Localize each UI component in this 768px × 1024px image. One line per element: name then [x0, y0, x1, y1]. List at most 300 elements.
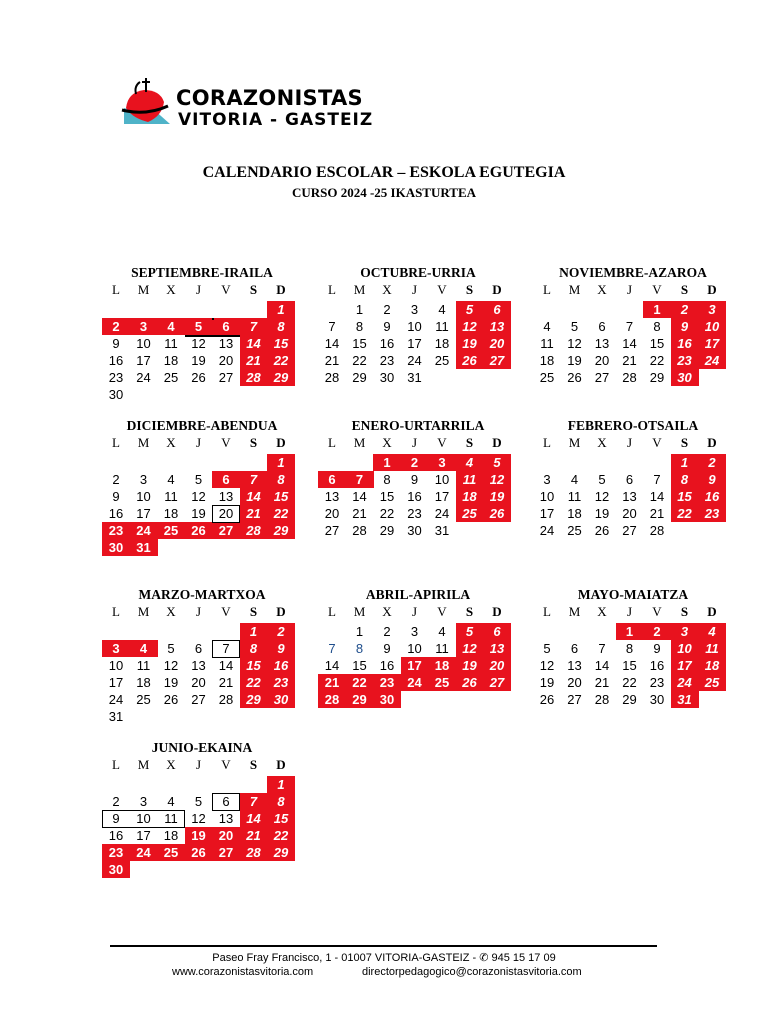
weekday-label: J: [195, 282, 202, 297]
calendar-day: 14: [324, 336, 340, 351]
calendar-day: 19: [539, 675, 555, 690]
calendar-day: 28: [649, 523, 665, 538]
calendar-day: 29: [352, 370, 367, 385]
calendar-day: 17: [434, 489, 450, 504]
calendar-day: 16: [379, 658, 395, 673]
highlight-outline: [212, 318, 214, 320]
weekday-label: V: [221, 757, 231, 772]
calendar-day: 9: [267, 640, 295, 657]
weekday-label: S: [249, 604, 258, 619]
calendar-day: 15: [267, 810, 295, 827]
calendar-day: 26: [185, 844, 213, 861]
weekday-label: D: [707, 604, 717, 619]
weekday-label: V: [652, 282, 662, 297]
calendar-day: 14: [240, 810, 268, 827]
calendar-day: 9: [112, 489, 120, 504]
calendar-day: 21: [324, 353, 340, 368]
calendar-day: 22: [622, 675, 637, 690]
calendar-day: 25: [567, 523, 582, 538]
calendar-day: 7: [598, 641, 606, 656]
calendar-day: 5: [598, 472, 606, 487]
calendar-day: 1: [616, 623, 644, 640]
calendar-day: 6: [212, 318, 240, 335]
weekday-label: L: [328, 282, 336, 297]
calendar-day: 20: [191, 675, 206, 690]
weekday-label: M: [137, 435, 150, 450]
calendar-day: 22: [267, 827, 295, 844]
weekday-label: J: [195, 435, 202, 450]
calendar-day: 14: [324, 658, 340, 673]
calendar-day: 16: [108, 828, 124, 843]
weekday-label: D: [492, 282, 502, 297]
weekday-label: X: [382, 435, 392, 450]
weekday-label: V: [437, 282, 447, 297]
calendar-day: 1: [355, 302, 364, 317]
calendar-day: 8: [383, 472, 391, 487]
calendar-day: 30: [379, 370, 395, 385]
calendar-day: 30: [649, 692, 665, 707]
calendar-day: 18: [539, 353, 555, 368]
calendar-day: 25: [157, 844, 185, 861]
calendar-day: 11: [164, 489, 178, 504]
calendar-day: 4: [438, 302, 446, 317]
month-name: MAYO-MAIATZA: [577, 587, 689, 602]
calendar-day: 10: [539, 489, 555, 504]
calendar-day: 23: [698, 505, 726, 522]
footer-website[interactable]: www.corazonistasvitoria.com: [172, 966, 314, 978]
calendar-day: 30: [102, 861, 130, 878]
calendar-day: 14: [649, 489, 665, 504]
calendar-day: 1: [643, 301, 671, 318]
month-name: NOVIEMBRE-AZAROA: [559, 265, 707, 280]
calendar-day: 2: [112, 472, 120, 487]
weekday-label: L: [112, 757, 120, 772]
calendar-day: 8: [671, 471, 699, 488]
weekday-label: L: [328, 435, 336, 450]
calendar-day: 1: [267, 776, 295, 793]
weekday-label: X: [382, 282, 392, 297]
calendar-day: 8: [355, 641, 364, 656]
weekday-label: M: [137, 757, 150, 772]
calendar-day: 12: [456, 318, 484, 335]
calendar-day: 15: [379, 489, 395, 504]
calendar-day: 18: [698, 657, 726, 674]
calendar-day: 31: [671, 691, 699, 708]
calendar-day: 20: [324, 506, 340, 521]
calendar-day: 11: [164, 336, 178, 351]
calendar-day: 23: [379, 353, 395, 368]
calendar-day: 9: [383, 641, 391, 656]
calendar-day: 13: [594, 336, 610, 351]
calendar-day: 26: [567, 370, 582, 385]
calendar-day: 24: [698, 352, 726, 369]
calendar-day: 27: [567, 692, 582, 707]
calendar-day: 2: [643, 623, 671, 640]
calendar-day: 1: [355, 624, 364, 639]
calendar-day: 27: [324, 523, 340, 538]
calendar-day: 26: [191, 370, 206, 385]
calendar-day: 27: [191, 692, 206, 707]
calendar-day: 10: [698, 318, 726, 335]
weekday-label: L: [543, 604, 551, 619]
calendar-day: 12: [483, 471, 511, 488]
highlight-outline: [212, 793, 240, 811]
calendar-day: 17: [136, 828, 151, 843]
calendar-day: 9: [698, 471, 726, 488]
calendar-day: 6: [483, 623, 511, 640]
calendar-day: 8: [267, 471, 295, 488]
calendar-day: 16: [671, 335, 699, 352]
month-name: OCTUBRE-URRIA: [360, 265, 476, 280]
calendar-day: 6: [318, 471, 346, 488]
calendar-day: 26: [594, 523, 610, 538]
calendar-day: 5: [194, 794, 203, 809]
weekday-label: S: [680, 604, 689, 619]
calendar-day: 19: [185, 827, 213, 844]
calendar-day: 23: [108, 370, 124, 385]
calendar-day: 24: [130, 844, 158, 861]
calendar-day: 24: [671, 674, 699, 691]
weekday-label: V: [221, 435, 231, 450]
page-title: CALENDARIO ESCOLAR – ESKOLA EGUTEGIA: [202, 164, 566, 181]
weekday-label: S: [249, 435, 258, 450]
calendar-day: 10: [671, 640, 699, 657]
calendar-day: 11: [698, 640, 726, 657]
weekday-label: X: [597, 604, 607, 619]
calendar-day: 21: [218, 675, 234, 690]
logo-name: CORAZONISTAS: [176, 86, 363, 110]
calendar-day: 6: [598, 319, 606, 334]
weekday-label: M: [353, 282, 366, 297]
weekday-label: S: [465, 282, 474, 297]
calendar-day: 15: [622, 658, 637, 673]
calendar-day: 14: [622, 336, 637, 351]
calendar-day: 30: [267, 691, 295, 708]
calendar-day: 19: [163, 675, 179, 690]
calendar-day: 8: [267, 793, 295, 810]
calendar-day: 20: [483, 657, 511, 674]
weekday-label: M: [353, 435, 366, 450]
calendar-day: 13: [218, 489, 234, 504]
calendar-day: 30: [407, 523, 422, 538]
calendar-day: 4: [167, 794, 175, 809]
calendar-day: 21: [352, 506, 367, 521]
calendar-day: 19: [594, 506, 610, 521]
weekday-label: J: [411, 435, 418, 450]
weekday-label: L: [328, 604, 336, 619]
weekday-label: S: [249, 757, 258, 772]
calendar-day: 2: [383, 302, 391, 317]
weekday-label: V: [437, 604, 447, 619]
calendar-day: 24: [539, 523, 555, 538]
calendar-day: 28: [240, 844, 268, 861]
calendar-day: 14: [218, 658, 234, 673]
calendar-day: 2: [102, 318, 130, 335]
weekday-label: M: [568, 435, 581, 450]
calendar-day: 20: [483, 335, 511, 352]
calendar-day: 23: [407, 506, 422, 521]
footer-divider: [110, 945, 657, 947]
calendar-day: 11: [567, 489, 582, 504]
calendar-day: 12: [539, 658, 555, 673]
calendar-day: 22: [379, 506, 395, 521]
calendar-day: 5: [167, 641, 175, 656]
calendar-day: 23: [649, 675, 665, 690]
calendar-day: 28: [622, 370, 637, 385]
calendar-day: 1: [240, 623, 268, 640]
weekday-label: X: [166, 757, 176, 772]
calendar-day: 4: [543, 319, 551, 334]
calendar-day: 25: [163, 370, 179, 385]
calendar-day: 29: [267, 844, 295, 861]
highlight-outline: [212, 505, 240, 523]
weekday-label: L: [112, 435, 120, 450]
calendar-day: 16: [649, 658, 665, 673]
weekday-label: X: [166, 282, 176, 297]
calendar-day: 8: [240, 640, 268, 657]
calendar-day: 13: [483, 318, 511, 335]
calendar-day: 8: [267, 318, 295, 335]
calendar-day: 9: [653, 641, 661, 656]
calendar-day: 13: [218, 336, 234, 351]
calendar-day: 28: [352, 523, 367, 538]
calendar-day: 24: [434, 506, 450, 521]
calendar-day: 23: [267, 674, 295, 691]
calendar-day: 25: [428, 674, 456, 691]
calendar-day: 11: [435, 319, 449, 334]
calendar-day: 7: [328, 319, 336, 334]
calendar-day: 15: [267, 488, 295, 505]
calendar-day: 28: [594, 692, 610, 707]
weekday-label: M: [137, 604, 150, 619]
calendar-day: 11: [456, 471, 484, 488]
weekday-label: D: [707, 282, 717, 297]
calendar-day: 25: [456, 505, 484, 522]
calendar-day: 16: [407, 489, 422, 504]
weekday-label: V: [437, 435, 447, 450]
calendar-day: 22: [267, 505, 295, 522]
calendar-day: 2: [698, 454, 726, 471]
weekday-label: M: [353, 604, 366, 619]
weekday-label: M: [568, 282, 581, 297]
calendar-day: 12: [594, 489, 610, 504]
calendar-day: 3: [130, 318, 158, 335]
calendar-day: 29: [622, 692, 637, 707]
calendar-day: 1: [267, 301, 295, 318]
calendar-day: 31: [407, 370, 422, 385]
calendar-day: 2: [267, 623, 295, 640]
calendar-day: 6: [625, 472, 634, 487]
calendar-day: 5: [543, 641, 551, 656]
footer-email[interactable]: directorpedagogico@corazonistasvitoria.com: [362, 966, 582, 978]
weekday-label: L: [543, 435, 551, 450]
calendar-day: 26: [456, 352, 484, 369]
calendar-day: 8: [355, 319, 364, 334]
weekday-label: J: [195, 757, 202, 772]
calendar-day: 25: [434, 353, 450, 368]
weekday-label: X: [166, 435, 176, 450]
weekday-label: J: [626, 282, 633, 297]
calendar-day: 29: [267, 369, 295, 386]
calendar-day: 9: [383, 319, 391, 334]
calendar-day: 18: [163, 353, 179, 368]
calendar-day: 30: [373, 691, 401, 708]
calendar-day: 18: [163, 828, 179, 843]
calendar-day: 17: [407, 336, 422, 351]
calendar-day: 2: [383, 624, 391, 639]
calendar-day: 5: [194, 472, 203, 487]
calendar-day: 14: [352, 489, 367, 504]
calendar-day: 10: [407, 641, 422, 656]
weekday-label: S: [680, 282, 689, 297]
weekday-label: J: [626, 435, 633, 450]
weekday-label: D: [492, 435, 502, 450]
calendar-day: 27: [212, 844, 240, 861]
calendar-day: 27: [218, 370, 234, 385]
month-name: FEBRERO-OTSAILA: [567, 418, 699, 433]
calendar-day: 6: [212, 471, 240, 488]
calendar-day: 23: [102, 522, 130, 539]
weekday-label: S: [680, 435, 689, 450]
calendar-day: 22: [352, 353, 367, 368]
calendar-day: 10: [136, 336, 151, 351]
calendar-day: 16: [698, 488, 726, 505]
calendar-day: 12: [191, 489, 206, 504]
calendar-day: 3: [139, 472, 148, 487]
weekday-label: S: [465, 435, 474, 450]
calendar-day: 18: [136, 675, 151, 690]
calendar-day: 21: [240, 827, 268, 844]
weekday-label: V: [652, 435, 662, 450]
calendar-day: 16: [108, 353, 124, 368]
calendar-day: 9: [671, 318, 699, 335]
calendar-day: 9: [410, 472, 419, 487]
calendar-day: 26: [163, 692, 179, 707]
weekday-label: D: [276, 282, 286, 297]
calendar-day: 15: [352, 658, 367, 673]
calendar-day: 18: [163, 506, 179, 521]
highlight-outline: [185, 335, 240, 337]
calendar-day: 12: [191, 336, 206, 351]
calendar-day: 18: [456, 488, 484, 505]
weekday-label: J: [195, 604, 202, 619]
calendar-day: 13: [567, 658, 582, 673]
calendar-day: 7: [328, 641, 336, 656]
calendar-day: 7: [625, 319, 634, 334]
calendar-day: 21: [318, 674, 346, 691]
calendar-day: 29: [346, 691, 374, 708]
calendar-day: 25: [136, 692, 151, 707]
weekday-label: J: [411, 282, 418, 297]
calendar-day: 22: [649, 353, 665, 368]
calendar-day: 23: [671, 352, 699, 369]
calendar-day: 4: [570, 472, 579, 487]
calendar-day: 24: [401, 674, 429, 691]
footer-address: Paseo Fray Francisco, 1 - 01007 VITORIA-GASTEIZ - ✆ 945 15 17 09: [212, 952, 556, 964]
calendar-day: 12: [567, 336, 582, 351]
calendar-day: 15: [267, 335, 295, 352]
calendar-day: 6: [570, 641, 579, 656]
calendar-day: 24: [407, 353, 422, 368]
calendar-day: 19: [191, 353, 206, 368]
weekday-label: V: [221, 604, 231, 619]
calendar-day: 3: [671, 623, 699, 640]
calendar-day: 4: [167, 472, 175, 487]
calendar-day: 24: [136, 370, 151, 385]
logo-city: VITORIA - GASTEIZ: [178, 110, 374, 130]
weekday-label: D: [276, 604, 286, 619]
calendar-day: 20: [218, 506, 234, 521]
weekday-label: D: [492, 604, 502, 619]
calendar-day: 28: [324, 370, 340, 385]
weekday-label: D: [276, 757, 286, 772]
calendar-day: 15: [352, 336, 367, 351]
weekday-label: X: [382, 604, 392, 619]
weekday-label: V: [221, 282, 231, 297]
calendar-day: 10: [136, 489, 151, 504]
calendar-day: 4: [456, 454, 484, 471]
calendar-day: 28: [318, 691, 346, 708]
calendar-day: 25: [539, 370, 555, 385]
calendar-day: 4: [698, 623, 726, 640]
weekday-label: S: [465, 604, 474, 619]
weekday-label: D: [707, 435, 717, 450]
weekday-label: D: [276, 435, 286, 450]
calendar-day: 3: [410, 624, 419, 639]
calendar-day: 9: [112, 336, 120, 351]
calendar-day: 1: [373, 454, 401, 471]
calendar-day: 15: [240, 657, 268, 674]
calendar-day: 26: [456, 674, 484, 691]
calendar-day: 21: [240, 352, 268, 369]
calendar-day: 27: [483, 674, 511, 691]
calendar-day: 12: [191, 811, 206, 826]
calendar-day: 2: [401, 454, 429, 471]
weekday-label: J: [626, 604, 633, 619]
calendar-day: 29: [267, 522, 295, 539]
weekday-label: M: [137, 282, 150, 297]
calendar-day: 2: [112, 794, 120, 809]
weekday-label: X: [597, 282, 607, 297]
calendar-day: 16: [379, 336, 395, 351]
calendar-day: 10: [136, 811, 151, 826]
weekday-label: M: [568, 604, 581, 619]
calendar-day: 5: [456, 623, 484, 640]
calendar-day: 17: [539, 506, 555, 521]
calendar-day: 10: [407, 319, 422, 334]
calendar-day: 5: [185, 318, 213, 335]
calendar-day: 3: [102, 640, 130, 657]
calendar-day: 7: [222, 641, 230, 656]
calendar-day: 21: [594, 675, 610, 690]
calendar-day: 28: [218, 692, 234, 707]
calendar-day: 9: [112, 811, 120, 826]
highlight-outline: [212, 640, 240, 658]
calendar-day: 22: [267, 352, 295, 369]
weekday-label: L: [112, 282, 120, 297]
calendar-day: 5: [570, 319, 579, 334]
calendar-day: 14: [240, 335, 268, 352]
calendar-day: 23: [373, 674, 401, 691]
calendar-day: 13: [218, 811, 234, 826]
calendar-day: 30: [671, 369, 699, 386]
calendar-day: 23: [102, 844, 130, 861]
calendar-day: 19: [456, 657, 484, 674]
calendar-day: 25: [698, 674, 726, 691]
weekday-label: X: [166, 604, 176, 619]
calendar-day: 17: [136, 353, 151, 368]
calendar-day: 7: [240, 793, 268, 810]
